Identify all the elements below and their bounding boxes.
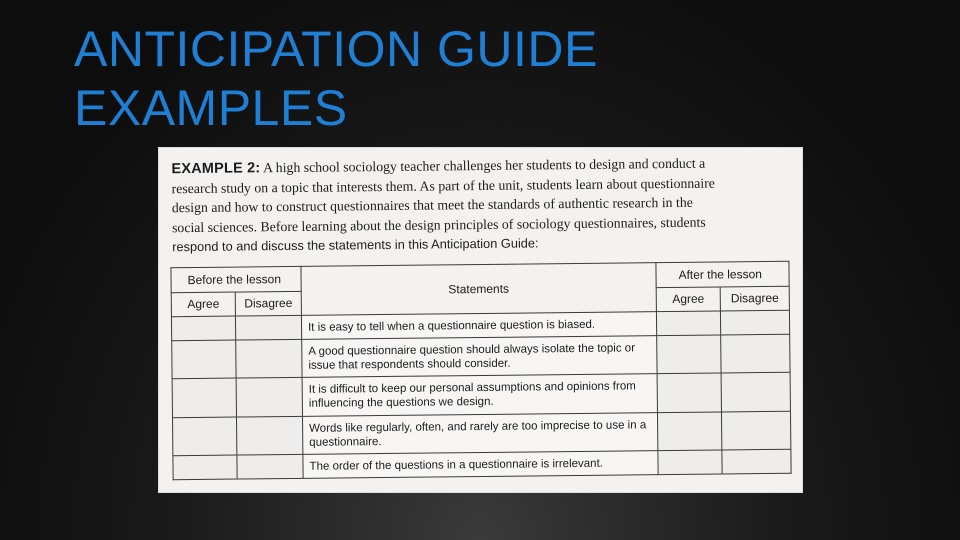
anticipation-guide-table <box>170 261 791 480</box>
intro-line-5: respond to and discuss the statements in this Anticipation Guide: <box>172 235 539 255</box>
intro-line-3: design and how to construct questionnaires that meet the standards of authentic research in the <box>171 195 693 216</box>
slide-title <box>74 20 598 138</box>
after-agree-cell <box>657 373 721 412</box>
before-disagree-cell <box>236 378 302 417</box>
slide-title-line-1: ANTICIPATION GUIDE <box>74 21 598 77</box>
scanned-page <box>159 148 802 492</box>
before-lesson-header: Before the lesson <box>171 266 301 292</box>
statement-cell: A good questionnaire question should always isolate the topic or issue that respondents should consider. <box>302 335 657 377</box>
after-disagree-cell <box>720 311 789 335</box>
before-disagree-cell <box>237 455 303 479</box>
after-disagree-header: Disagree <box>720 286 789 311</box>
before-agree-cell <box>172 378 236 417</box>
after-lesson-header: After the lesson <box>656 261 789 287</box>
after-disagree-cell <box>722 450 791 474</box>
example-label: EXAMPLE 2: <box>171 160 261 178</box>
after-agree-cell <box>656 311 720 335</box>
after-agree-header: Agree <box>656 287 720 312</box>
after-agree-cell <box>657 412 721 451</box>
statement-cell: The order of the questions in a questionnaire is irrelevant. <box>303 451 658 478</box>
after-disagree-cell <box>721 411 790 450</box>
scanned-document-image <box>159 148 802 492</box>
before-disagree-header: Disagree <box>235 291 301 316</box>
table-row <box>173 450 791 480</box>
table-row <box>173 411 791 456</box>
after-disagree-cell <box>721 334 790 373</box>
before-disagree-cell <box>235 316 301 340</box>
after-agree-cell <box>657 335 721 374</box>
after-agree-cell <box>658 450 722 474</box>
before-agree-cell <box>173 417 237 456</box>
statement-cell: It is difficult to keep our personal assumptions and opinions from influencing the questions we design. <box>302 374 657 416</box>
before-agree-header: Agree <box>171 292 235 317</box>
intro-line-2: research study on a topic that interests them. As part of the unit, students learn about questionnaire <box>171 175 715 197</box>
before-disagree-cell <box>236 339 302 378</box>
before-disagree-cell <box>237 416 303 455</box>
table-row <box>172 334 790 379</box>
table-row <box>172 373 790 418</box>
statements-header: Statements <box>301 263 656 316</box>
before-agree-cell <box>171 316 235 340</box>
after-disagree-cell <box>721 373 790 412</box>
statement-cell: It is easy to tell when a questionnaire question is biased. <box>301 312 656 339</box>
example-intro-paragraph <box>171 153 792 257</box>
before-agree-cell <box>173 455 237 479</box>
statement-cell: Words like regularly, often, and rarely are too imprecise to use in a questionnaire. <box>302 413 657 455</box>
intro-line-1: A high school sociology teacher challenges her students to design and conduct a <box>263 155 706 176</box>
slide-title-line-2: EXAMPLES <box>74 80 348 136</box>
intro-line-4: social sciences. Before learning about the design principles of sociology questionnaires, students <box>171 214 706 235</box>
before-agree-cell <box>172 340 236 379</box>
